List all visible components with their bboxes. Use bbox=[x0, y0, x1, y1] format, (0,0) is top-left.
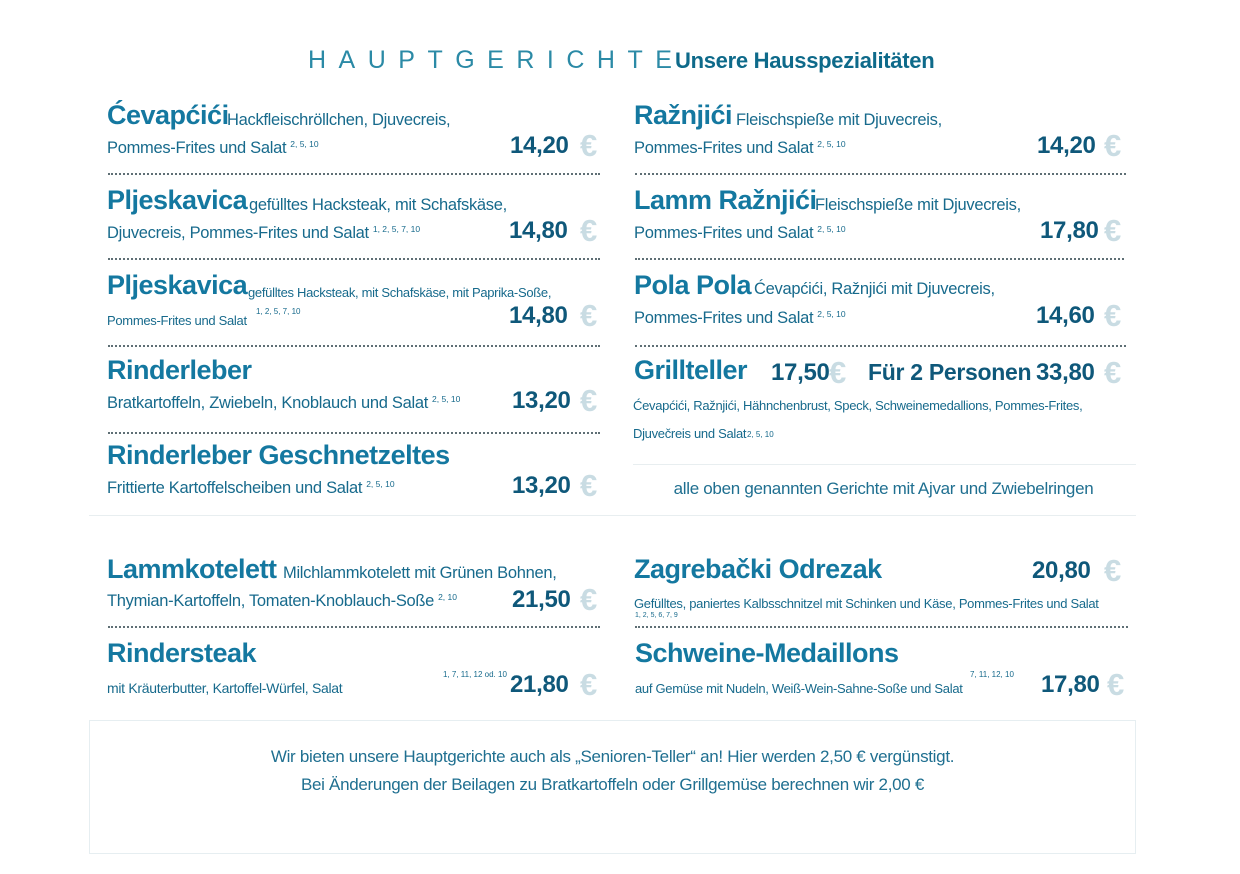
dish-price-two-persons: 33,80 bbox=[1036, 359, 1095, 386]
dotted-divider bbox=[108, 626, 600, 628]
dish-description: Fleischspieße mit Djuvecreis, bbox=[736, 111, 942, 129]
allergen-codes: 2, 5, 10 bbox=[817, 309, 846, 319]
dish-name: Rinderleber bbox=[107, 355, 252, 385]
dish-description: gefülltes Hacksteak, mit Schafskäse, bbox=[249, 196, 507, 214]
dish-name: Rindersteak bbox=[107, 638, 257, 668]
allergen-codes: 2, 10 bbox=[438, 592, 457, 602]
dish-name: Pljeskavica bbox=[107, 185, 248, 215]
dish-name: Ražnjići bbox=[634, 100, 733, 130]
dish-price: 14,20 bbox=[1037, 132, 1096, 159]
two-person-label: Für 2 Personen bbox=[868, 359, 1032, 385]
euro-icon: € bbox=[1104, 355, 1122, 390]
dish-description: Thymian-Kartoffeln, Tomaten-Knoblauch-Soße $^{2, 10}$ bbox=[107, 592, 457, 610]
section-divider bbox=[89, 515, 1136, 516]
dish-description: Frittierte Kartoffelscheiben und Salat $^{2, 5, 10}$ bbox=[107, 479, 395, 497]
euro-icon: € bbox=[829, 355, 847, 390]
allergen-codes: 2, 5, 10 bbox=[290, 139, 319, 149]
euro-icon: € bbox=[580, 213, 598, 248]
dish-name: Zagrebački Odrezak bbox=[634, 554, 882, 584]
dish-description: Pommes-Frites und Salat $^{2, 5, 10}$ bbox=[107, 139, 319, 157]
euro-icon: € bbox=[1104, 553, 1122, 588]
dish-description: Milchlammkotelett mit Grünen Bohnen, bbox=[283, 564, 557, 582]
side-note: alle oben genannten Gerichte mit Ajvar und Zwiebelringen bbox=[673, 479, 1094, 498]
dish-description: Fleischspieße mit Djuvecreis, bbox=[815, 196, 1021, 214]
euro-icon: € bbox=[1107, 667, 1125, 702]
dotted-divider bbox=[108, 258, 600, 260]
dish-description: Djuvečreis und Salat bbox=[633, 426, 747, 441]
dish-price: 13,20 bbox=[512, 472, 571, 499]
allergen-codes: 1, 2, 5, 6, 7, 9 bbox=[635, 612, 678, 619]
dish-name: Rinderleber Geschnetzeltes bbox=[107, 440, 450, 470]
dotted-divider bbox=[108, 345, 600, 347]
dotted-divider bbox=[108, 432, 600, 434]
dish-price: 20,80 bbox=[1032, 557, 1091, 584]
dish-name: Ćevapćići bbox=[107, 100, 229, 130]
allergen-codes: 1, 2, 5, 7, 10 bbox=[372, 224, 421, 234]
dotted-divider bbox=[635, 345, 1126, 347]
dish-name: Grillteller bbox=[634, 355, 748, 385]
euro-icon: € bbox=[580, 298, 598, 333]
dish-price: 21,50 bbox=[512, 586, 571, 613]
divider bbox=[633, 464, 1136, 465]
euro-icon: € bbox=[580, 128, 598, 163]
dish-name: Lamm Ražnjići bbox=[634, 185, 817, 215]
allergen-codes: 2, 5, 10 bbox=[817, 139, 846, 149]
dish-name: Lammkotelett bbox=[107, 554, 277, 584]
allergen-codes: 2, 5, 10 bbox=[817, 224, 846, 234]
dish-description: Pommes-Frites und Salat $^{2, 5, 10}$ bbox=[634, 309, 846, 327]
allergen-codes: 2, 5, 10 bbox=[366, 479, 395, 489]
dotted-divider bbox=[635, 626, 1128, 628]
dish-name: Pljeskavica bbox=[107, 270, 248, 300]
dish-description: Ćevapćići, Ražnjići, Hähnchenbrust, Speck, Schweinemedallions, Pommes-Frites, bbox=[633, 398, 1083, 413]
dish-description: Ćevapćići, Ražnjići mit Djuvecreis, bbox=[754, 280, 995, 298]
dish-price: 14,60 bbox=[1036, 302, 1095, 329]
dish-description: Bratkartoffeln, Zwiebeln, Knoblauch und Salat $^{2, 5, 10}$ bbox=[107, 394, 461, 412]
allergen-codes: 1, 7, 11, 12 od. 10 bbox=[443, 670, 507, 679]
allergen-codes: 1, 2, 5, 7, 10 bbox=[256, 307, 301, 316]
dish-description: gefülltes Hacksteak, mit Schafskäse, mit Paprika-Soße, bbox=[248, 285, 552, 300]
page-subtitle: Unsere Hausspezialitäten bbox=[675, 48, 935, 73]
page-title: HAUPTGERICHTE bbox=[308, 46, 685, 74]
euro-icon: € bbox=[580, 383, 598, 418]
allergen-codes: 2, 5, 10 bbox=[432, 394, 461, 404]
euro-icon: € bbox=[1104, 298, 1122, 333]
dish-price: 14,20 bbox=[510, 132, 569, 159]
dish-price: 17,50 bbox=[771, 359, 830, 386]
footer-line-senior: Wir bieten unsere Hauptgerichte auch als „Senioren-Teller“ an! Hier werden 2,50 € vergünstigt. bbox=[270, 747, 955, 766]
dish-name: Schweine-Medaillons bbox=[635, 638, 899, 668]
footer-line-sides: Bei Änderungen der Beilagen zu Bratkartoffeln oder Grillgemüse berechnen wir 2,00 € bbox=[300, 775, 925, 794]
dish-price: 17,80 bbox=[1041, 671, 1100, 698]
euro-icon: € bbox=[1104, 213, 1122, 248]
allergen-codes: 2, 5, 10 bbox=[747, 430, 774, 439]
euro-icon: € bbox=[580, 468, 598, 503]
euro-icon: € bbox=[580, 582, 598, 617]
dish-description: Hackfleischröllchen, Djuvecreis, bbox=[227, 111, 451, 129]
euro-icon: € bbox=[1104, 128, 1122, 163]
euro-icon: € bbox=[580, 667, 598, 702]
dotted-divider bbox=[635, 173, 1126, 175]
dish-price: 17,80 bbox=[1040, 217, 1099, 244]
dish-description: mit Kräuterbutter, Kartoffel-Würfel, Salat bbox=[107, 680, 343, 696]
dish-description: auf Gemüse mit Nudeln, Weiß-Wein-Sahne-Soße und Salat bbox=[635, 681, 963, 696]
dotted-divider bbox=[635, 258, 1124, 260]
dish-name: Pola Pola bbox=[634, 270, 752, 300]
dish-price: 14,80 bbox=[509, 302, 568, 329]
dish-price: 13,20 bbox=[512, 387, 571, 414]
dish-description: Gefülltes, paniertes Kalbsschnitzel mit Schinken und Käse, Pommes-Frites und Salat bbox=[634, 596, 1099, 611]
dotted-divider bbox=[108, 173, 600, 175]
dish-description: Pommes-Frites und Salat bbox=[107, 313, 247, 328]
dish-price: 14,80 bbox=[509, 217, 568, 244]
dish-price: 21,80 bbox=[510, 671, 569, 698]
allergen-codes: 7, 11, 12, 10 bbox=[970, 670, 1014, 679]
dish-description: Djuvecreis, Pommes-Frites und Salat $^{1, 2, 5, 7, 10}$ bbox=[107, 224, 421, 242]
dish-description: Pommes-Frites und Salat $^{2, 5, 10}$ bbox=[634, 224, 846, 242]
dish-description: Pommes-Frites und Salat $^{2, 5, 10}$ bbox=[634, 139, 846, 157]
